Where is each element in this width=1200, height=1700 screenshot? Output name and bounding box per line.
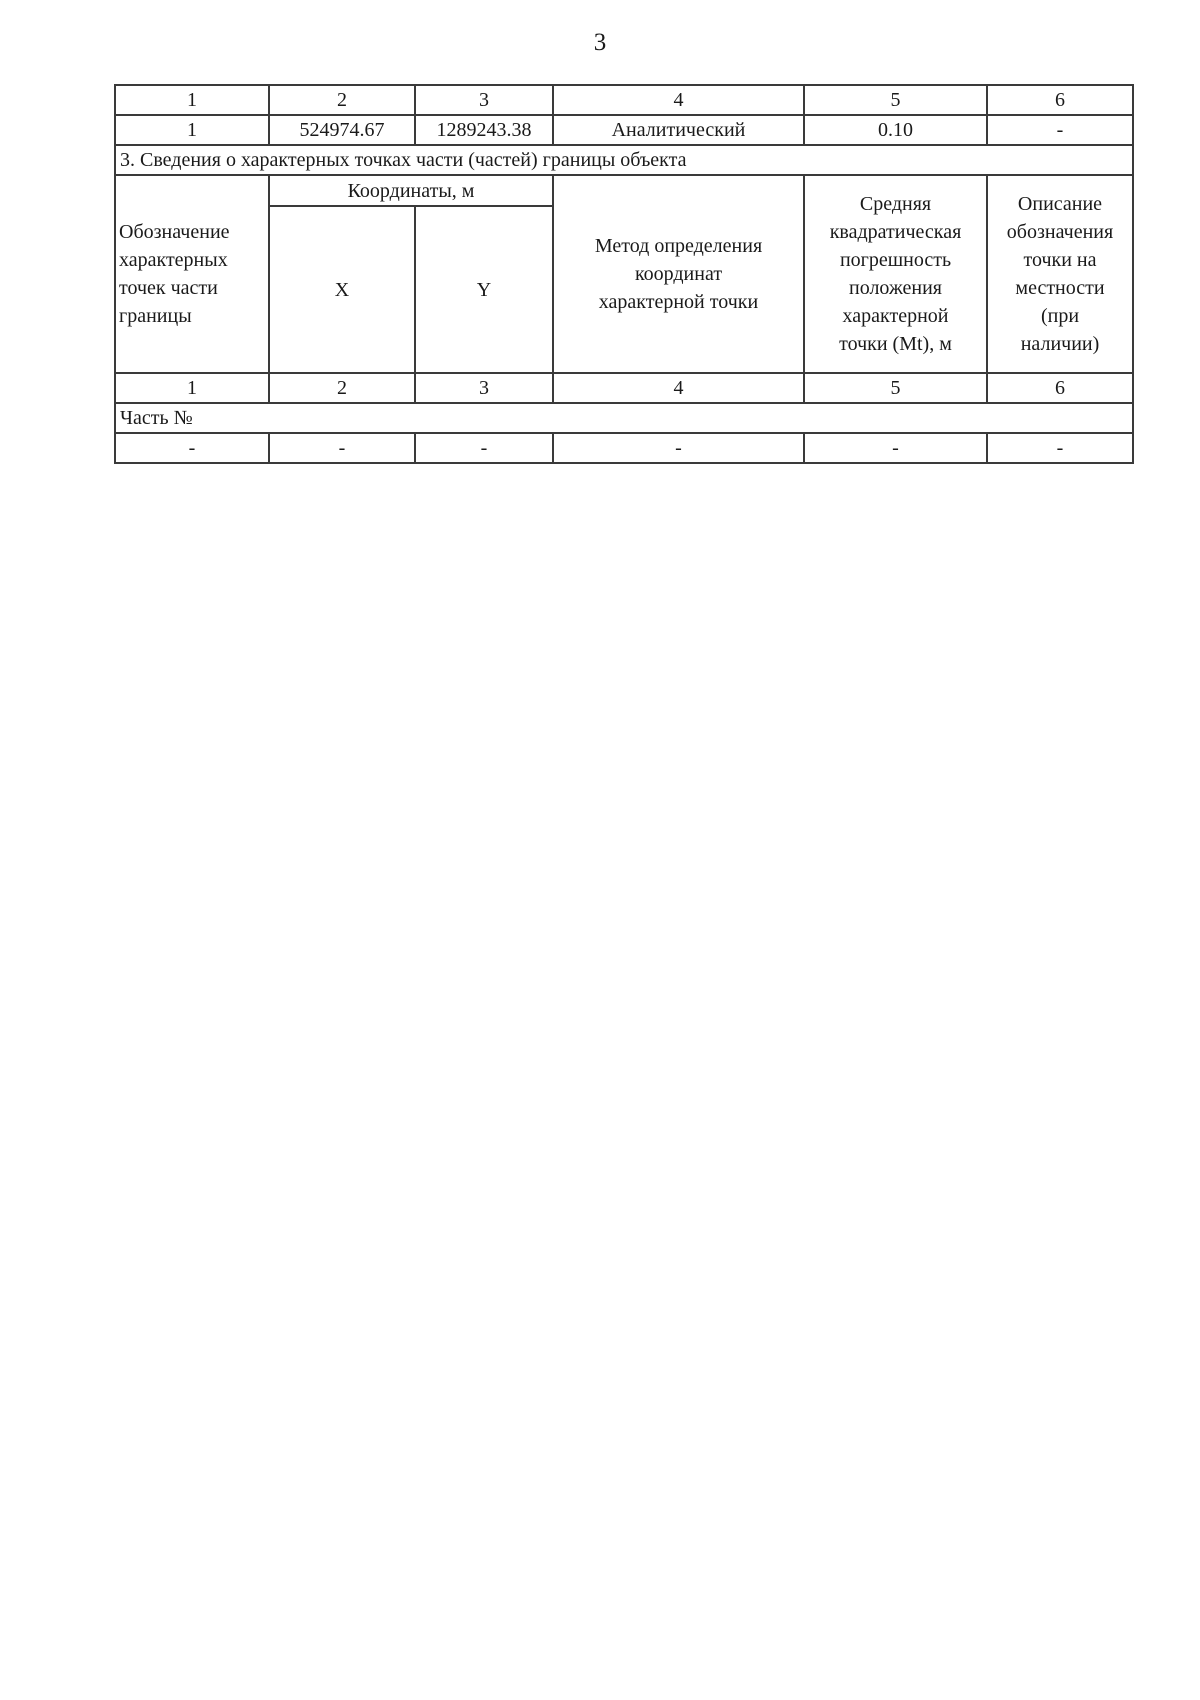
empty-cell: - [987, 433, 1133, 463]
header-row [115, 175, 1133, 206]
error-cell: 0.10 [804, 115, 987, 145]
empty-cell: - [553, 433, 804, 463]
boundary-points-table [114, 84, 1134, 464]
column-index-cell: 5 [804, 85, 987, 115]
part-label: Часть № [115, 403, 1133, 433]
column-index-cell: 2 [269, 85, 415, 115]
column-index-cell: 3 [415, 373, 553, 403]
empty-cell: - [804, 433, 987, 463]
column-index-cell: 1 [115, 85, 269, 115]
column-index-cell: 4 [553, 85, 804, 115]
column-index-cell: 5 [804, 373, 987, 403]
empty-cell: - [415, 433, 553, 463]
column-index-cell: 3 [415, 85, 553, 115]
column-index-cell: 6 [987, 373, 1133, 403]
header-x: X [269, 206, 415, 373]
header-coordinates: Координаты, м [269, 175, 553, 206]
header-y: Y [415, 206, 553, 373]
header-method: Метод определения координат характерной точки [553, 175, 804, 373]
x-coordinate-cell: 524974.67 [269, 115, 415, 145]
empty-cell: - [269, 433, 415, 463]
header-point-designation: Обозначение характерных точек части границы [115, 175, 269, 373]
empty-cell: - [115, 433, 269, 463]
part-label-row [115, 403, 1133, 433]
table-row [115, 115, 1133, 145]
column-index-cell: 4 [553, 373, 804, 403]
description-cell: - [987, 115, 1133, 145]
section-title: 3. Сведения о характерных точках части (частей) границы объекта [115, 145, 1133, 175]
header-description: Описание обозначения точки на местности (при наличии) [987, 175, 1133, 373]
point-number-cell: 1 [115, 115, 269, 145]
header-mean-error: Средняя квадратическая погрешность положения характерной точки (Mt), м [804, 175, 987, 373]
column-index-row [115, 85, 1133, 115]
column-index-row [115, 373, 1133, 403]
y-coordinate-cell: 1289243.38 [415, 115, 553, 145]
page-number: 3 [593, 29, 607, 56]
column-index-cell: 1 [115, 373, 269, 403]
method-cell: Аналитический [553, 115, 804, 145]
column-index-cell: 6 [987, 85, 1133, 115]
column-index-cell: 2 [269, 373, 415, 403]
section-title-row [115, 145, 1133, 175]
table-row [115, 433, 1133, 463]
